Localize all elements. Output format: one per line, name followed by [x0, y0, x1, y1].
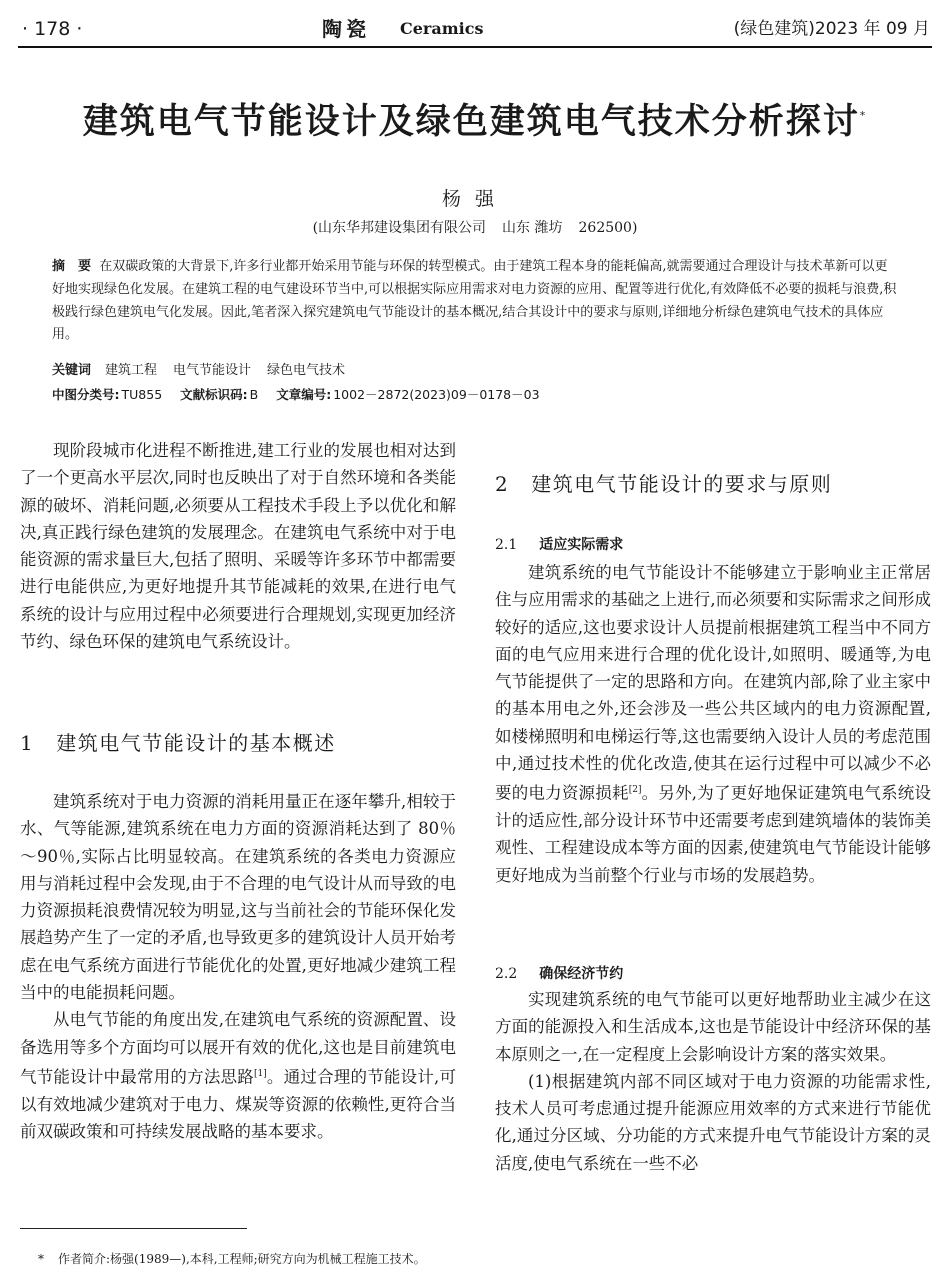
title-footnote-mark: * [859, 109, 868, 122]
section-1-heading [20, 727, 336, 756]
paragraph: 建筑系统对于电力资源的消耗用量正在逐年攀升,相较于水、气等能源,建筑系统在电力方面的资源消耗达到了 80％～90％,实际占比明显较高。在建筑系统的各类电力资源应用与消耗过程中会发现,由于不合理的电气设计从而导致的电力资源损耗浪费情况较为明显,这与当前社会的节能环保化发展趋势产生了一定的矛盾,也导致更多的建筑设计人员开始考虑在电气系统方面进行节能优化的处置,更好地减少建筑工程当中的电能损耗问题。 [20, 792, 456, 1003]
clc-label: 中图分类号: [52, 387, 120, 402]
subsection-2-2-body [495, 986, 931, 1177]
classification-line [52, 385, 540, 403]
subsection-number: 2.2 [495, 966, 518, 982]
keyword-item: 绿色电气技术 [267, 363, 346, 378]
journal-name-cn: 陶瓷 [322, 17, 370, 41]
citation: [2] [628, 785, 642, 796]
section-title: 建筑电气节能设计的基本概述 [56, 731, 336, 755]
keywords-label: 关键词 [52, 363, 92, 378]
footnote-text: 作者简介:杨强(1989—),本科,工程师;研究方向为机械工程施工技术。 [58, 1252, 426, 1266]
doc-code-value: B [249, 387, 259, 402]
intro-paragraph [20, 437, 456, 655]
keywords [52, 359, 361, 378]
footnote-mark: * [38, 1252, 44, 1266]
paragraph: (1)根据建筑内部不同区域对于电力资源的功能需求性,技术人员可考虑通过提升能源应用效率的方式来进行节能优化,通过分区域、分功能的方式来提升电气节能设计方案的灵活度,使电气系统在一些不必 [495, 1071, 931, 1173]
article-title [0, 94, 950, 150]
citation: [1] [253, 1068, 267, 1079]
affiliation [0, 217, 950, 237]
header-rule [18, 46, 932, 48]
page-number: · 178 · [22, 18, 83, 40]
section-title: 建筑电气节能设计的要求与原则 [531, 472, 833, 496]
subsection-2-1-body [495, 559, 931, 889]
abstract-text: 在双碳政策的大背景下,许多行业都开始采用节能与环保的转型模式。由于建筑工程本身的能耗偏高,就需要通过合理设计与技术革新可以更好地实现绿色化发展。在建筑工程的电气建设环节当中,可以根据实际应用需求对电力资源的应用、配置等进行优化,有效降低不必要的损耗与浪费,积极践行绿色建筑电气化发展。因此,笔者深入探究建筑电气节能设计的基本概况,结合其设计中的要求与原则,详细地分析绿色建筑电气技术的具体应用。 [52, 259, 897, 343]
section-number: 2 [495, 472, 510, 496]
affiliation-place: 山东 潍坊 [502, 220, 563, 236]
subsection-number: 2.1 [495, 537, 518, 553]
article-no-label: 文章编号: [276, 387, 332, 402]
section-1-body [20, 788, 456, 1145]
footnote-rule [20, 1228, 247, 1229]
title-text: 建筑电气节能设计及绿色建筑电气技术分析探讨 [82, 102, 860, 142]
keyword-item: 电气节能设计 [173, 363, 252, 378]
abstract [52, 256, 900, 347]
affiliation-org: (山东华邦建设集团有限公司 [312, 220, 487, 236]
journal-name-en: Ceramics [400, 19, 484, 38]
abstract-label: 摘 要 [52, 259, 92, 274]
affiliation-postcode: 262500) [578, 220, 638, 236]
paragraph [495, 559, 931, 889]
section-2-heading [495, 468, 832, 497]
author-footnote [38, 1250, 426, 1267]
paragraph-text: 建筑系统的电气节能设计不能够建立于影响业主正常居住与应用需求的基础之上进行,而必须要和实际需求之间形成较好的适应,这也要求设计人员提前根据建筑工程当中不同方面的电气应用来进行合理的优化设计,如照明、暖通等,为电气节能提供了一定的思路和方向。在建筑内部,除了业主家中的基本用电之外,还会涉及一些公共区域内的电力资源配置,如楼梯照明和电梯运行等,这也需要纳入设计人员的考虑范围中,通过技术性的优化改造,使其在运行过程中可以减少不必要的电力资源损耗 [495, 563, 931, 803]
paragraph: 实现建筑系统的电气节能可以更好地帮助业主减少在这方面的能源投入和生活成本,这也是节能设计中经济环保的基本原则之一,在一定程度上会影响设计方案的落实效果。 [495, 990, 931, 1064]
subsection-2-1-heading [495, 534, 623, 554]
section-number: 1 [20, 731, 35, 755]
subsection-title: 确保经济节约 [539, 966, 624, 982]
paragraph-text: 。通过合理的节能设计,可以有效地减少建筑对于电力、煤炭等资源的依赖性,更符合当前双碳政策和可持续发展战略的基本要求。 [20, 1067, 457, 1142]
doc-code-label: 文献标识码: [180, 387, 248, 402]
intro-text: 现阶段城市化进程不断推进,建工行业的发展也相对达到了一个更高水平层次,同时也反映出了对于自然环境和各类能源的破坏、消耗问题,必须要从工程技术手段上予以优化和解决,真正践行绿色建筑的发展理念。在建筑电气系统中对于电能资源的需求量巨大,包括了照明、采暖等许多环节中都需要进行电能供应,为更好地提升其节能减耗的效果,在进行电气系统的设计与应用过程中必须要进行合理规划,实现更加经济节约、绿色环保的建筑电气系统设计。 [20, 441, 456, 652]
author-name: 杨强 [441, 188, 508, 210]
subsection-title: 适应实际需求 [539, 537, 624, 553]
subsection-2-2-heading [495, 963, 623, 983]
keyword-item: 建筑工程 [105, 363, 158, 378]
issue-info: (绿色建筑)2023 年 09 月 [733, 19, 930, 39]
paragraph [20, 1006, 456, 1145]
article-no-value: 1002－2872(2023)09－0178－03 [333, 387, 540, 402]
clc-value: TU855 [121, 387, 163, 402]
paragraph-text: 。另外,为了更好地保证建筑电气系统设计的适应性,部分设计环节中还需要考虑到建筑墙体的装饰美观性、工程建设成本等方面的因素,使建筑电气节能设计能够更好地成为当前整个行业与市场的发展趋势。 [495, 783, 932, 885]
paragraph-text: 从电气节能的角度出发,在建筑电气系统的资源配置、设备选用等多个方面均可以展开有效的优化,这也是目前建筑电气节能设计中最常用的方法思路 [20, 1010, 456, 1087]
